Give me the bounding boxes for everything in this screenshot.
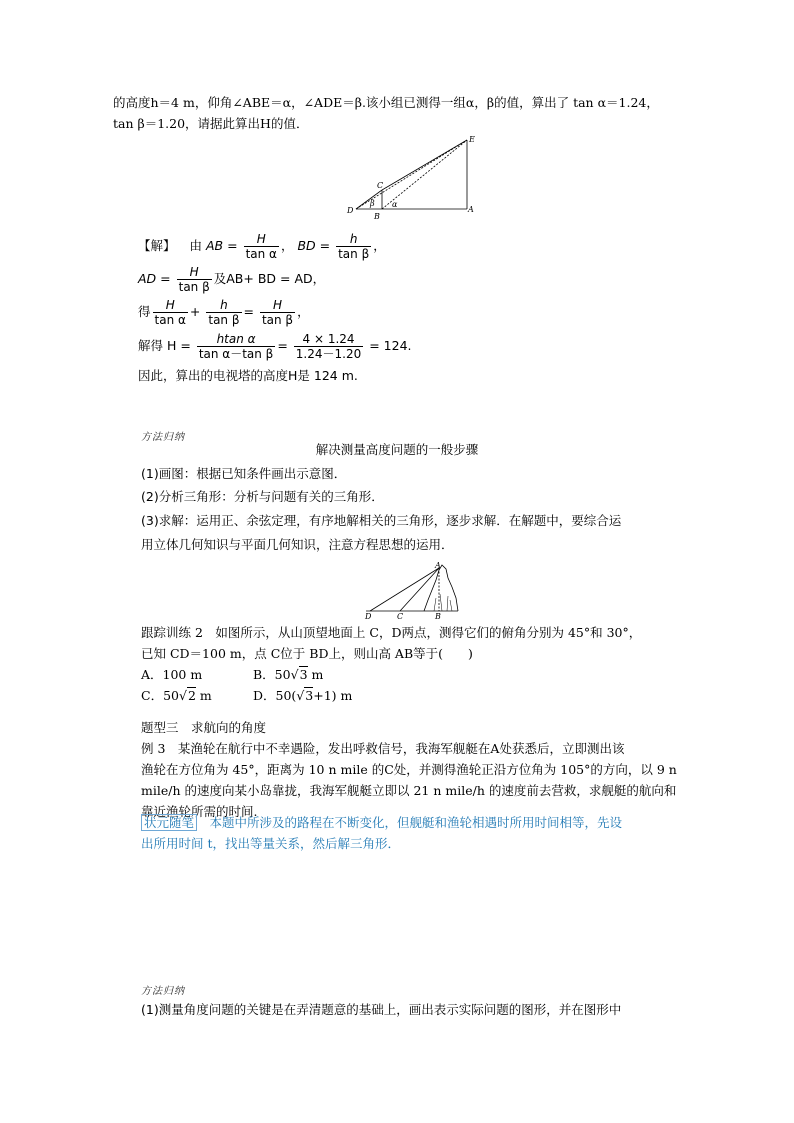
sight-line-d: [370, 568, 439, 611]
label-E: E: [469, 135, 475, 144]
label-beta: β: [370, 199, 375, 208]
line-dc: [356, 190, 382, 209]
exercise-line-1: 跟踪训练 2 如图所示，从山顶望地面上 C，D两点，测得它们的俯角分别为 45°和 30°，: [141, 625, 642, 640]
label-D: D: [347, 206, 354, 215]
sight-line-c: [382, 140, 467, 190]
method-header-1: 方法归纳: [141, 432, 185, 443]
section3-title: 题型三 求航向的角度: [141, 720, 267, 735]
frac-h-tanb: $\frac{h}{\text{tan β}}$: [338, 232, 370, 261]
method2-step-1: (1)测量角度问题的关键是在弄清题意的基础上，画出表示实际问题的图形，并在图形中: [141, 1002, 622, 1017]
frac-H-tana: $\frac{H}{\text{tan α}}$: [245, 232, 277, 261]
label-C: C: [397, 612, 404, 620]
option-a: A．100 m: [141, 667, 203, 682]
example3-line-3: mile/h 的速度向某小岛靠拢，我海军舰艇立即以 21 n mile/h 的速度前去营救，求舰艇的航向和: [141, 783, 677, 798]
solution-line-1: 【解】 由 AB = $\frac{H}{\text{tan α}}$ ， BD = $\frac{h}{\text{tan β}}$ ，: [138, 232, 386, 261]
mountain-figure: [362, 560, 464, 620]
label-B: B: [435, 612, 441, 620]
option-b: B．50√3 m: [253, 667, 324, 682]
method-step-1: (1)画图：根据已知条件画出示意图．: [141, 466, 347, 481]
method-title: 解决测量高度问题的一般步骤: [315, 442, 479, 457]
label-A: A: [468, 205, 474, 214]
sight-line-b: [382, 140, 467, 209]
note-line-2: 出所用时间 t，找出等量关系，然后解三角形．: [141, 836, 400, 851]
label-B: B: [374, 212, 380, 221]
solution-tag: 【解】: [138, 238, 176, 253]
example3-line-2: 渔轮在方位角为 45°，距离为 10 n mile 的C处，并测得渔轮正沿方位角为 105°的方向，以 9 n: [141, 762, 677, 777]
frac-H-tanb: $\frac{H}{\text{tan β}}$: [178, 265, 210, 294]
exercise-line-2: 已知 CD＝100 m，点 C位于 BD上，则山高 AB等于( ): [141, 646, 473, 661]
solution-line-2: AD = $\frac{H}{\text{tan β}}$ 及AB+ BD = AD，: [138, 265, 326, 294]
intro-line-1: 的高度h＝4 m，仰角∠ABE＝α，∠ADE＝β.该小组已测得一组α，β的值，算出了 tan α＝1.24，: [113, 95, 659, 110]
method-header-2: 方法归纳: [141, 986, 185, 997]
sight-line-c: [400, 568, 439, 611]
option-d: D．50(√3+1) m: [253, 688, 353, 703]
label-D: D: [365, 612, 372, 620]
method-step-3b: 用立体几何知识与平面几何知识，注意方程思想的运用．: [141, 537, 454, 552]
option-c: C．50√2 m: [141, 688, 212, 703]
label-A: A: [435, 561, 441, 570]
solution-line-4: 解得 H = $\frac{\text{htan α}}{\text{tan α－tan β}}$ = $\frac{4 \times 1.24}{1.24-1.20}$ = 124.: [138, 332, 412, 361]
label-C: C: [377, 181, 384, 190]
example3-line-1: 例 3 某渔轮在航行中不幸遇险，发出呼救信号，我海军舰艇在A处获悉后，立即测出该: [141, 741, 625, 756]
solution-conclusion: 因此，算出的电视塔的高度H是 124 m.: [138, 368, 358, 383]
tower-figure: [340, 133, 480, 223]
note-line-1: 状元随笔 本题中所涉及的路程在不断变化，但舰艇和渔轮相遇时所用时间相等，先设: [141, 815, 622, 831]
example3-line-4: 靠近渔轮所需的时间.: [141, 804, 258, 819]
solution-line-3: 得 $\frac{H}{\text{tan α}}$ + $\frac{h}{\text{tan β}}$ = $\frac{H}{\text{tan β}}$ ，: [138, 298, 310, 327]
method-step-3a: (3)求解：运用正、余弦定理，有序地解相关的三角形，逐步求解．在解题中，要综合运: [141, 513, 622, 528]
note-label: 状元随笔: [141, 814, 197, 831]
method-step-2: (2)分析三角形：分析与问题有关的三角形．: [141, 489, 384, 504]
label-alpha: α: [392, 200, 398, 209]
mountain-hatch: [434, 594, 452, 611]
intro-line-2: tan β＝1.20，请据此算出H的值．: [113, 116, 309, 131]
